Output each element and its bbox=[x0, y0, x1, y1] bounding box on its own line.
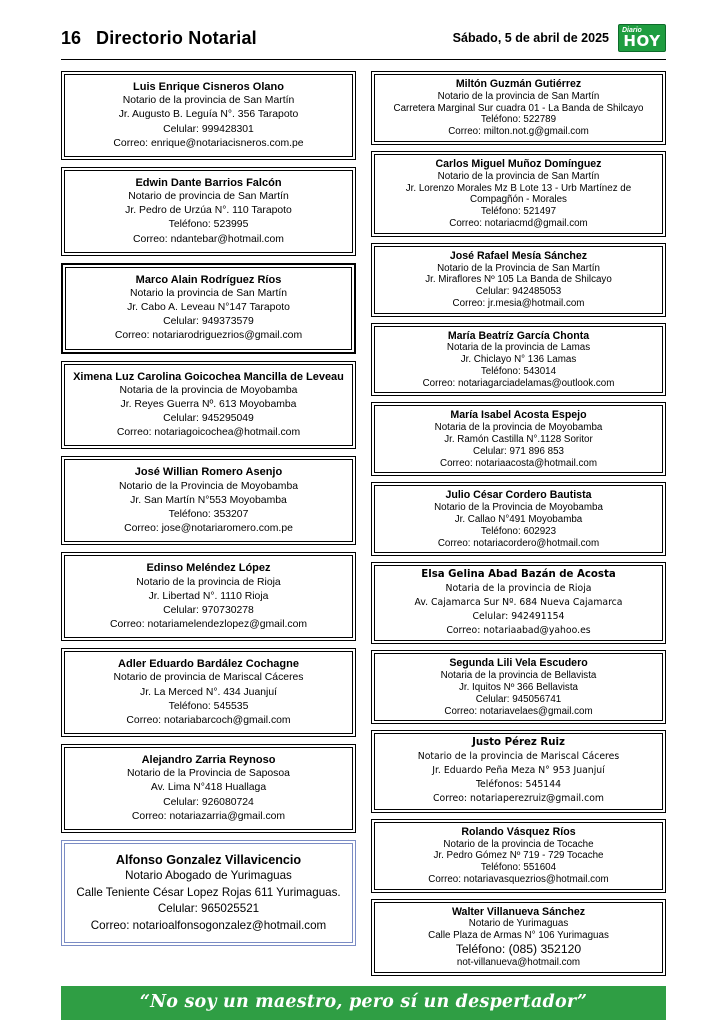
notary-card-inner bbox=[64, 747, 353, 830]
notary-card bbox=[371, 323, 666, 397]
notary-card bbox=[61, 167, 356, 256]
notary-detail-line: Notaria de la provincia de Moyobamba bbox=[119, 384, 298, 396]
notary-detail-line: Jr. Eduardo Peña Meza N° 953 Juanjuí bbox=[432, 764, 605, 776]
notary-card bbox=[371, 482, 666, 556]
notary-card bbox=[371, 650, 666, 724]
notary-name: Edwin Dante Barrios Falcón bbox=[135, 176, 282, 189]
notary-detail-line: Notaria de la provincia de Lamas bbox=[446, 342, 591, 354]
notary-detail-line: Av. Cajamarca Sur Nº. 684 Nueva Cajamarca bbox=[414, 596, 623, 608]
notary-detail-line: Notario de la provincia de Rioja bbox=[136, 576, 281, 588]
notary-detail-line: Notario Abogado de Yurimaguas bbox=[125, 869, 292, 883]
notary-card-inner bbox=[374, 405, 663, 473]
notary-detail-line: Carretera Marginal Sur cuadra 01 - La Banda de Shilcayo bbox=[393, 102, 644, 114]
notary-name: María Beatríz García Chonta bbox=[447, 329, 590, 342]
diario-hoy-logo bbox=[618, 24, 666, 52]
notary-detail-line: Correo: milton.not.g@gmail.com bbox=[448, 126, 589, 138]
notary-card bbox=[371, 71, 666, 145]
notary-card-inner bbox=[374, 485, 663, 553]
notary-card bbox=[371, 899, 666, 976]
date-label: Sábado, 5 de abril de 2025 bbox=[452, 31, 609, 45]
notary-card bbox=[371, 730, 666, 812]
notary-detail-line: Correo: notariagoicochea@hotmail.com bbox=[116, 427, 301, 439]
notary-card bbox=[61, 552, 356, 641]
notary-card bbox=[371, 562, 666, 644]
notary-card-inner bbox=[374, 733, 663, 809]
notary-detail-line: not-villanueva@hotmail.com bbox=[456, 957, 581, 969]
notary-detail-line: Correo: notariavasquezrios@hotmail.com bbox=[428, 873, 609, 885]
notary-card-inner bbox=[374, 154, 663, 234]
notary-detail-line: Correo: notariaabad@yahoo.es bbox=[446, 624, 591, 636]
notary-card-inner bbox=[374, 246, 663, 314]
notary-detail-line: Correo: notariaacosta@hotmail.com bbox=[440, 457, 597, 469]
notary-card bbox=[61, 361, 356, 450]
notary-detail-line: Notario de la provincia de Tocache bbox=[443, 838, 594, 850]
notary-detail-line: Celular: 949373579 bbox=[163, 316, 254, 328]
page-number: 16 bbox=[61, 27, 82, 48]
notary-detail-line: Correo: notariavelaes@gmail.com bbox=[444, 705, 593, 717]
notary-detail-line: Correo: notariacordero@hotmail.com bbox=[437, 537, 600, 549]
notary-name: Walter Villanueva Sánchez bbox=[451, 905, 586, 918]
notary-detail-line: Jr. Miraflores Nº 105 La Banda de Shilcayo bbox=[425, 274, 612, 286]
notary-detail-line: Notario de la provincia de Mariscal Cáceres bbox=[417, 750, 620, 762]
notary-detail-line: Jr. Reyes Guerra Nº. 613 Moyobamba bbox=[120, 399, 297, 411]
notary-card-inner bbox=[374, 822, 663, 890]
notary-detail-line: Av. Lima N°418 Huallaga bbox=[150, 782, 267, 794]
notary-detail-line: Notario de provincia de Mariscal Cáceres bbox=[113, 672, 304, 684]
notary-detail-line: Jr. Pedro de Urzúa N°. 110 Tarapoto bbox=[125, 205, 292, 217]
header-left bbox=[61, 28, 257, 49]
notary-card-inner bbox=[64, 459, 353, 542]
notary-detail-line: Teléfono: 602923 bbox=[480, 525, 557, 537]
notary-detail-line: Jr. Iquitos Nº 366 Bellavista bbox=[458, 682, 579, 694]
notary-name: Julio César Cordero Bautista bbox=[445, 489, 592, 502]
notary-card-inner bbox=[64, 555, 353, 638]
notary-detail-line: Jr. La Merced N°. 434 Juanjuí bbox=[140, 686, 277, 698]
notary-detail-line: Teléfono: 523995 bbox=[168, 219, 249, 231]
notary-detail-line: Notario de la Provincia de Saposoa bbox=[127, 768, 290, 780]
notary-card-inner bbox=[374, 74, 663, 142]
notary-detail-line: Notario de la Provincia de Moyobamba bbox=[118, 480, 299, 492]
notary-detail-line: Correo: jr.mesia@hotmail.com bbox=[452, 297, 585, 309]
notary-detail-line: Celular: 965025521 bbox=[157, 902, 260, 916]
notary-detail-line: Notario de la Provincia de San Martín bbox=[437, 262, 600, 274]
right-column bbox=[371, 71, 666, 976]
notary-card-inner bbox=[64, 74, 353, 157]
notary-detail-line: Correo: notariamelendezlopez@gmail.com bbox=[109, 619, 308, 631]
notary-name: Adler Eduardo Bardález Cochagne bbox=[118, 658, 299, 671]
notary-name: Carlos Miguel Muñoz Domínguez bbox=[435, 157, 602, 170]
notary-detail-line: Teléfono: (085) 352120 bbox=[455, 941, 582, 956]
notary-name: José Willian Romero Asenjo bbox=[134, 466, 283, 479]
notary-name: Edinso Meléndez López bbox=[146, 562, 271, 575]
notary-detail-line: Correo: enrique@notariacisneros.com.pe bbox=[113, 137, 304, 149]
notary-detail-line: Jr. Callao N°491 Moyobamba bbox=[454, 514, 583, 526]
notary-detail-line: Teléfono: 353207 bbox=[168, 509, 249, 521]
notary-detail-line: Teléfono: 551604 bbox=[480, 862, 557, 873]
notary-card bbox=[371, 151, 666, 237]
notary-detail-line: Notaria de la provincia de Rioja bbox=[445, 582, 592, 594]
notary-name: Luis Enrique Cisneros Olano bbox=[133, 81, 284, 93]
notary-detail-line: Celular: 999428301 bbox=[163, 123, 254, 135]
notary-card bbox=[61, 71, 356, 160]
header-right bbox=[453, 24, 666, 52]
notary-detail-line: Notario de Yurimaguas bbox=[468, 918, 569, 930]
notary-detail-line: Notaria de la provincia de Bellavista bbox=[440, 670, 597, 682]
notary-name: Ximena Luz Carolina Goicochea Mancilla de Leveau bbox=[73, 370, 344, 383]
notary-detail-line: Calle Plaza de Armas N° 106 Yurimaguas bbox=[428, 930, 609, 942]
notary-detail-line: Notario de la Provincia de Moyobamba bbox=[434, 502, 603, 514]
notary-card-inner bbox=[64, 651, 353, 734]
notary-detail-line: Jr. Lorenzo Morales Mz B Lote 13 - Urb Martínez de Compagñón - Morales bbox=[405, 182, 632, 206]
notary-detail-line: Teléfono: 521497 bbox=[480, 206, 557, 218]
notary-detail-line: Jr. Libertad N°. 1110 Rioja bbox=[148, 590, 269, 602]
notary-name: Segunda Lili Vela Escudero bbox=[449, 657, 588, 670]
notary-name: Rolando Vásquez Ríos bbox=[461, 825, 576, 838]
notary-card-inner bbox=[64, 843, 353, 943]
notary-detail-line: Celular: 945295049 bbox=[163, 413, 254, 425]
notary-name: José Rafael Mesía Sánchez bbox=[449, 249, 588, 262]
notary-name: Alejandro Zarria Reynoso bbox=[141, 754, 276, 767]
notary-detail-line: Correo: notariacmd@gmail.com bbox=[449, 217, 588, 229]
notary-detail-line: Notario la provincia de San Martín bbox=[129, 288, 288, 300]
notary-detail-line: Teléfono: 543014 bbox=[480, 365, 557, 377]
notary-detail-line: Correo: notariaperezruiz@gmail.com bbox=[433, 792, 604, 804]
directory-columns bbox=[61, 71, 666, 976]
notary-detail-line: Teléfono: 545535 bbox=[168, 700, 249, 712]
header-divider bbox=[61, 59, 666, 60]
notary-card bbox=[61, 840, 356, 946]
notary-card-inner bbox=[374, 326, 663, 394]
notary-name: Elsa Gelina Abad Bazán de Acosta bbox=[421, 569, 616, 581]
notary-detail-line: Teléfono: 522789 bbox=[480, 114, 557, 126]
notary-detail-line: Jr. Cabo A. Leveau N°147 Tarapoto bbox=[127, 302, 290, 314]
page-title: Directorio Notarial bbox=[96, 27, 257, 48]
notary-card bbox=[61, 456, 356, 545]
notary-card bbox=[61, 648, 356, 737]
notary-card-inner bbox=[64, 170, 353, 253]
notary-detail-line: Correo: notarioalfonsogonzalez@hotmail.com bbox=[90, 918, 327, 932]
notary-detail-line: Jr. San Martín N°553 Moyobamba bbox=[130, 494, 287, 506]
notary-detail-line: Jr. Augusto B. Leguía N°. 356 Tarapoto bbox=[118, 109, 299, 121]
notary-detail-line: Correo: jose@notariaromero.com.pe bbox=[124, 523, 293, 535]
notary-name: Miltón Guzmán Gutiérrez bbox=[455, 78, 582, 90]
notary-detail-line: Correo: ndantebar@hotmail.com bbox=[133, 233, 284, 245]
logo-diario-text: Diario bbox=[622, 27, 642, 34]
notary-detail-line: Calle Teniente César Lopez Rojas 611 Yurimaguas. bbox=[76, 885, 341, 899]
notary-name: Marco Alain Rodríguez Ríos bbox=[135, 273, 282, 286]
notary-detail-line: Notaria de la provincia de Moyobamba bbox=[434, 422, 603, 434]
notary-detail-line: Celular: 971 896 853 bbox=[473, 445, 564, 457]
notary-detail-line: Correo: notariabarcoch@gmail.com bbox=[126, 714, 291, 726]
notary-detail-line: Celular: 970730278 bbox=[163, 604, 254, 616]
notary-card-inner bbox=[374, 653, 663, 721]
notary-card bbox=[371, 243, 666, 317]
notary-detail-line: Jr. Chiclayo N° 136 Lamas bbox=[460, 354, 577, 366]
notary-detail-line: Celular: 942485053 bbox=[475, 286, 562, 298]
quote-text: “No soy un maestro, pero sí un despertador” bbox=[139, 991, 588, 1012]
notary-detail-line: Correo: notariagarciadelamas@outlook.com bbox=[422, 377, 615, 389]
notary-detail-line: Teléfonos: 545144 bbox=[475, 778, 562, 790]
notary-detail-line: Celular: 942491154 bbox=[472, 610, 565, 622]
notary-detail-line: Notario de provincia de San Martín bbox=[128, 191, 289, 203]
notary-detail-line: Celular: 945056741 bbox=[475, 693, 562, 705]
notary-card bbox=[371, 819, 666, 893]
notary-detail-line: Celular: 926080724 bbox=[163, 796, 254, 808]
notary-detail-line: Notario de la provincia de San Martín bbox=[437, 90, 600, 102]
notary-card-inner bbox=[374, 902, 663, 973]
notary-detail-line: Correo: notariazarria@gmail.com bbox=[131, 810, 286, 822]
notary-detail-line: Notario de la provincia de San Martín bbox=[122, 95, 295, 107]
notary-name: Alfonso Gonzalez Villavicencio bbox=[115, 852, 302, 867]
notary-name: María Isabel Acosta Espejo bbox=[450, 409, 587, 422]
left-column bbox=[61, 71, 356, 976]
quote-bar bbox=[61, 986, 666, 1020]
notary-name: Justo Pérez Ruiz bbox=[472, 737, 565, 749]
notary-card-inner bbox=[65, 267, 352, 350]
notary-card-inner bbox=[374, 565, 663, 641]
notary-detail-line: Correo: notariarodriguezrios@gmail.com bbox=[114, 330, 303, 342]
page-header bbox=[61, 24, 666, 52]
notary-detail-line: Jr. Pedro Gómez Nº 719 - 729 Tocache bbox=[433, 850, 604, 862]
notary-detail-line: Notario de la provincia de San Martín bbox=[437, 170, 600, 182]
notary-card-inner bbox=[64, 364, 353, 447]
notary-card bbox=[61, 744, 356, 833]
logo-hoy-text: HOY bbox=[623, 32, 661, 50]
notary-card bbox=[61, 263, 356, 354]
notary-detail-line: Jr. Ramón Castilla N°.1128 Soritor bbox=[444, 434, 593, 446]
notary-card bbox=[371, 402, 666, 476]
